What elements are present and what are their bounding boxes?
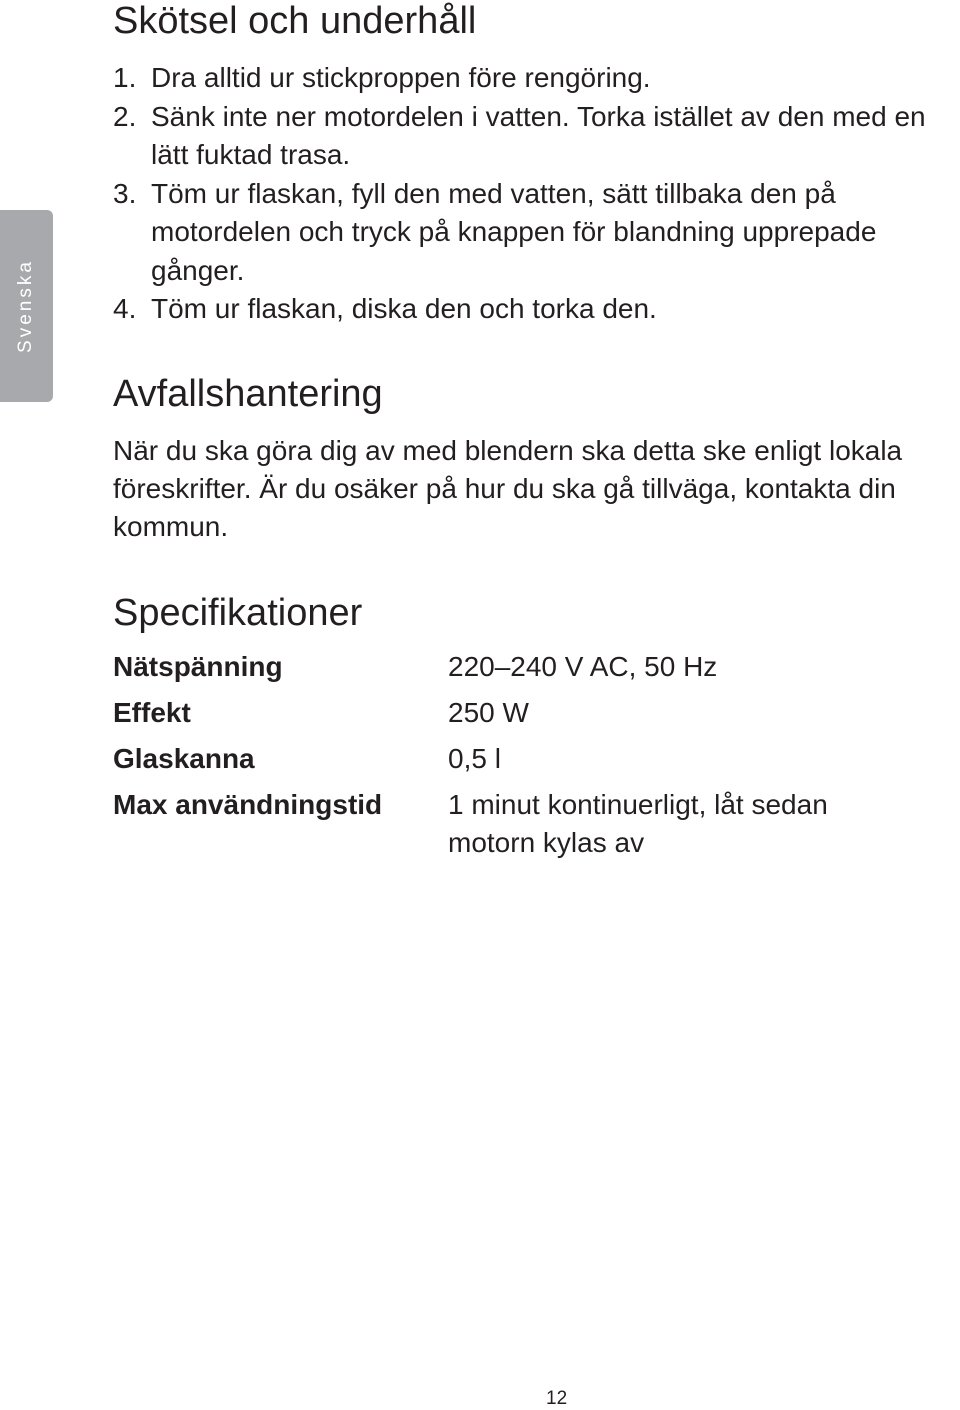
spec-value: 1 minut kontinuerligt, låt sedan motorn kylas av bbox=[448, 789, 828, 858]
list-item-number: 2. bbox=[113, 100, 137, 132]
list-item-text: Sänk inte ner motordelen i vatten. Torka istället av den med en lätt fuktad trasa. bbox=[151, 100, 926, 170]
list-item-number: 4. bbox=[113, 293, 137, 324]
spec-label: Glaskanna bbox=[113, 743, 255, 774]
specs-heading: Specifikationer bbox=[113, 592, 363, 634]
list-item-number: 1. bbox=[113, 62, 137, 93]
list-item-number: 3. bbox=[113, 177, 137, 209]
page-number: 12 bbox=[546, 1388, 568, 1409]
list-item bbox=[113, 59, 960, 98]
list-item bbox=[113, 290, 960, 329]
list-item-text: Töm ur flaskan, fyll den med vatten, sätt tillbaka den på motordelen och tryck på knappen för blandning upprepade gånger. bbox=[151, 177, 877, 286]
care-heading: Skötsel och underhåll bbox=[113, 0, 477, 42]
list-item-text: Dra alltid ur stickproppen före rengöring. bbox=[151, 62, 651, 93]
table-row bbox=[113, 740, 953, 778]
disposal-heading: Avfallshantering bbox=[113, 373, 383, 415]
spec-value: 0,5 l bbox=[448, 743, 501, 774]
table-row bbox=[113, 648, 953, 686]
spec-label: Max användningstid bbox=[113, 789, 383, 820]
disposal-paragraph: När du ska göra dig av med blendern ska detta ske enligt lokala föreskrifter. Är du osäker på hur du ska gå tillväga, kontakta din kommun. bbox=[113, 435, 903, 542]
list-item bbox=[113, 98, 960, 175]
language-tab-label: Svenska bbox=[15, 259, 36, 353]
spec-value: 220–240 V AC, 50 Hz bbox=[448, 651, 718, 682]
table-row bbox=[113, 694, 953, 732]
spec-label: Nätspänning bbox=[113, 651, 283, 682]
list-item-text: Töm ur flaskan, diska den och torka den. bbox=[151, 293, 657, 324]
spec-label: Effekt bbox=[113, 697, 191, 728]
list-item bbox=[113, 175, 960, 291]
table-row bbox=[113, 786, 953, 862]
specs-table bbox=[113, 648, 953, 870]
spec-value: 250 W bbox=[448, 697, 529, 728]
care-steps-list bbox=[113, 59, 960, 329]
